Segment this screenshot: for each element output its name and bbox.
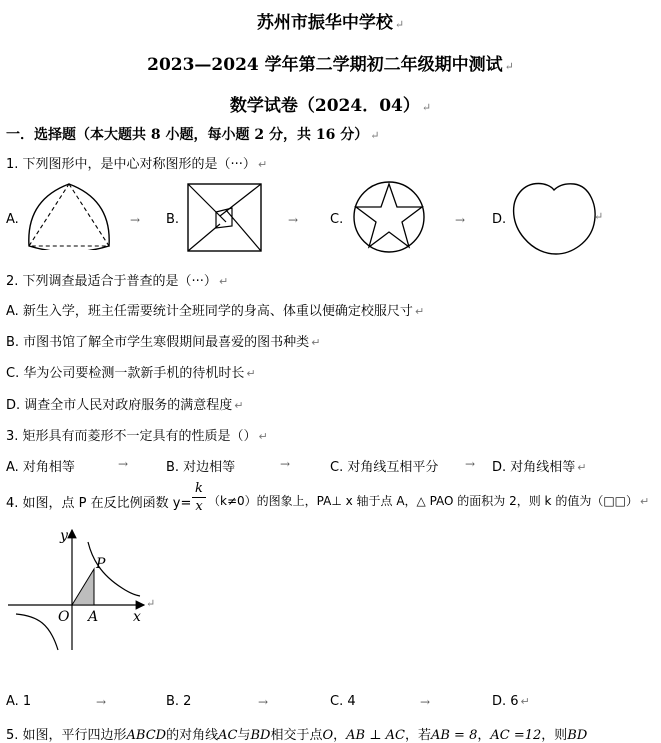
q2-option-b: B. 市图书馆了解全市学生寒假期间最喜爱的图书种类 ↵ [6,335,321,350]
q1-stem: 1. 下列图形中，是中心对称图形的是（···） ↵ [6,157,268,172]
q2-option-c: C. 华为公司要检测一款新手机的待机时长 ↵ [6,366,256,381]
paper-title: 数学试卷（2024．04） ↵ [229,96,432,116]
arrow-icon: → [420,695,431,709]
q3-stem: 3. 矩形具有而菱形不一定具有的性质是（） ↵ [6,429,268,444]
q3-option-c: C. 对角线互相平分 [330,460,439,475]
q4-option-c: C. 4 [330,694,356,709]
q5-stem: 5. 如图，平行四边形ABCD的对角线AC与BD相交于点O，AB ⊥ AC，若AB = 8，AC =12，则BD [6,728,588,743]
q1-option-a-label: A. [6,212,19,227]
arrow-icon: → [455,213,466,227]
square-pinwheel-figure [186,182,264,254]
hyperbola-branch-q3 [16,614,58,650]
fraction-k-over-x [192,481,206,514]
fraction-denominator: x [195,499,203,514]
origin-label: O [58,609,70,625]
arrow-icon: → [465,457,476,471]
y-axis-label: y [60,528,68,544]
q1-option-c-label: C. [330,212,344,227]
arrow-icon: → [280,457,291,471]
inner-dashed-triangle [29,184,109,246]
reuleaux-triangle-figure [22,180,116,250]
section-title: 一．选择题（本大题共 8 小题，每小题 2 分，共 16 分） ↵ [6,127,380,143]
school-name: 苏州市振华中学校 ↵ [256,13,405,33]
arrow-icon: → [258,695,269,709]
q4-option-d: D. 6 ↵ [492,694,530,709]
triangle-pao [72,569,94,605]
circle-star-figure [348,180,432,256]
q3-option-d: D. 对角线相等 ↵ [492,460,587,475]
exam-term-title: 2023—2024 学年第二学期初二年级期中测试 ↵ [147,55,514,75]
reuleaux-outline [29,184,109,250]
fraction-numerator: k [195,481,203,496]
fraction-bar [192,497,206,498]
q4-option-a: A. 1 [6,694,32,709]
line-end-mark: ↵ [594,210,604,223]
star-shape [356,184,422,247]
q2-option-d: D. 调查全市人民对政府服务的满意程度 ↵ [6,398,244,413]
arrow-icon: → [96,695,107,709]
heart-like-figure [508,180,600,258]
arrow-icon: → [118,457,129,471]
point-p-label: P [96,556,106,572]
x-axis-label: x [133,609,141,625]
q4-stem-end: （k≠0）的图象上，PA⊥ x 轴于点 A，△ PAO 的面积为 2，则 k 的值为（□□） ↵ [208,494,650,508]
line-end-mark: ↵ [146,597,156,610]
q3-option-b: B. 对边相等 [166,460,236,475]
hyperbola-figure [4,522,174,654]
q2-option-a: A. 新生入学，班主任需要统计全班同学的身高、体重以便确定校服尺寸 ↵ [6,304,425,319]
point-a-label: A [88,609,99,625]
q4-option-b: B. 2 [166,694,192,709]
arrow-icon: → [130,213,141,227]
q1-option-d-label: D. [492,212,507,227]
arrow-icon: → [288,213,299,227]
q2-stem: 2. 下列调查最适合于普查的是（···） ↵ [6,274,229,289]
q1-option-b-label: B. [166,212,180,227]
q4-stem-start: 4. 如图，点 P 在反比例函数 y= [6,496,192,511]
q3-option-a: A. 对角相等 [6,460,75,475]
